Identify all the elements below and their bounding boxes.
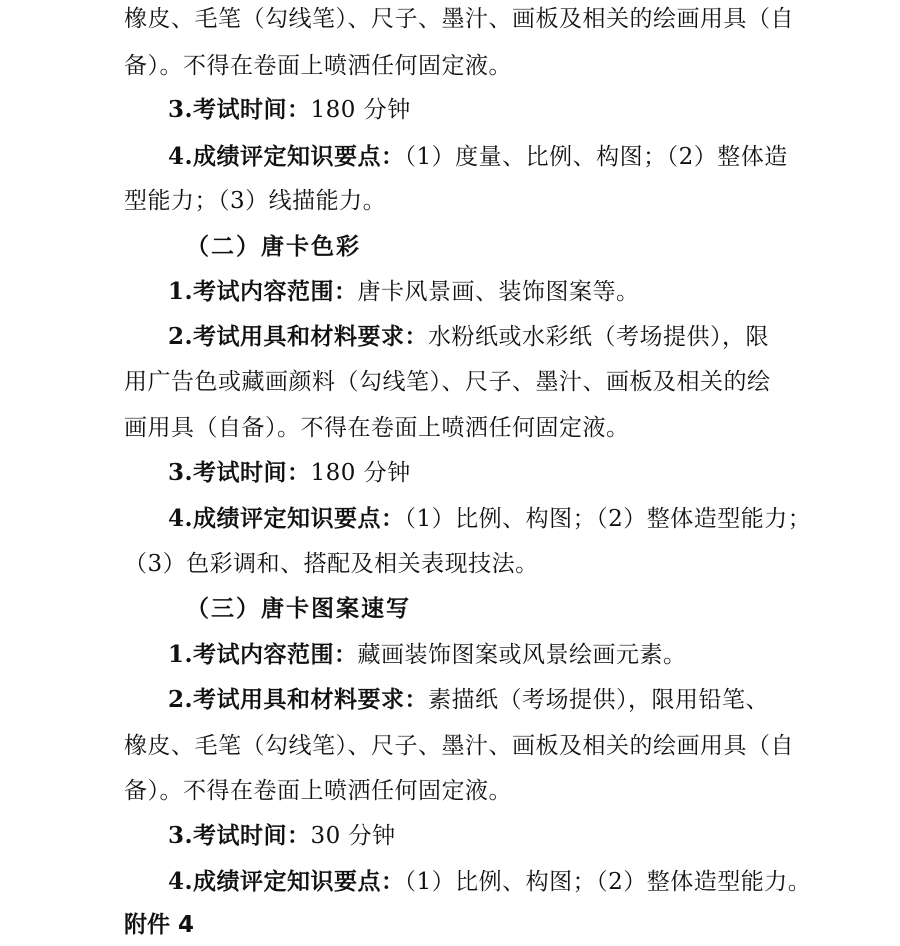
item-label: 2.考试用具和材料要求： (168, 323, 429, 350)
scoring-item (168, 504, 812, 534)
item-value: 30 分钟 (310, 823, 396, 849)
item-label: 3.考试时间： (168, 459, 311, 486)
section-heading: （三）唐卡图案速写 (186, 595, 411, 622)
exam-time-item (168, 458, 784, 488)
item-value: （1）度量、比例、构图；（2）整体造 (404, 144, 788, 170)
exam-time-item (168, 821, 784, 851)
content-scope-item (168, 640, 784, 670)
paragraph-line: 备）。不得在卷面上喷洒任何固定液。 (124, 53, 512, 79)
scoring-item (168, 867, 812, 897)
item-label: 1.考试内容范围： (168, 641, 358, 668)
item-value: 唐卡风景画、装饰图案等。 (357, 279, 640, 305)
paragraph-line: 画用具（自备）。不得在卷面上喷洒任何固定液。 (124, 415, 630, 441)
content-scope-item (168, 277, 784, 307)
item-label: 3.考试时间： (168, 822, 311, 849)
item-label: 4.成绩评定知识要点： (168, 505, 405, 532)
item-value: 藏画装饰图案或风景绘画元素。 (357, 642, 687, 668)
item-value: 180 分钟 (310, 97, 411, 123)
item-value: （1）比例、构图；（2）整体造型能力。 (404, 869, 812, 895)
section-heading: （二）唐卡色彩 (186, 233, 361, 260)
item-value: 180 分钟 (310, 460, 411, 486)
attachment-label: 附件 4 (124, 912, 195, 938)
item-value: （1）比例、构图；（2）整体造型能力； (404, 506, 812, 532)
exam-time-item (168, 95, 784, 125)
item-label: 1.考试内容范围： (168, 278, 358, 305)
item-value: 水粉纸或水彩纸（考场提供），限 (428, 324, 770, 350)
item-label: 2.考试用具和材料要求： (168, 686, 429, 713)
materials-item (168, 685, 784, 715)
materials-item (168, 322, 784, 352)
item-label: 3.考试时间： (168, 96, 311, 123)
item-value: 素描纸（考场提供），限用铅笔、 (428, 687, 770, 713)
item-label: 4.成绩评定知识要点： (168, 868, 405, 895)
scoring-item (168, 142, 788, 172)
paragraph-line: （3）色彩调和、搭配及相关表现技法。 (124, 551, 539, 577)
paragraph-line: 备）。不得在卷面上喷洒任何固定液。 (124, 778, 512, 804)
paragraph-line: 型能力；（3）线描能力。 (124, 188, 387, 214)
paragraph-line: 用广告色或藏画颜料（勾线笔）、尺子、墨汁、画板及相关的绘 (124, 369, 771, 395)
paragraph-line: 橡皮、毛笔（勾线笔）、尺子、墨汁、画板及相关的绘画用具（自 (124, 733, 794, 759)
paragraph-line: 橡皮、毛笔（勾线笔）、尺子、墨汁、画板及相关的绘画用具（自 (124, 6, 794, 32)
item-label: 4.成绩评定知识要点： (168, 143, 405, 170)
